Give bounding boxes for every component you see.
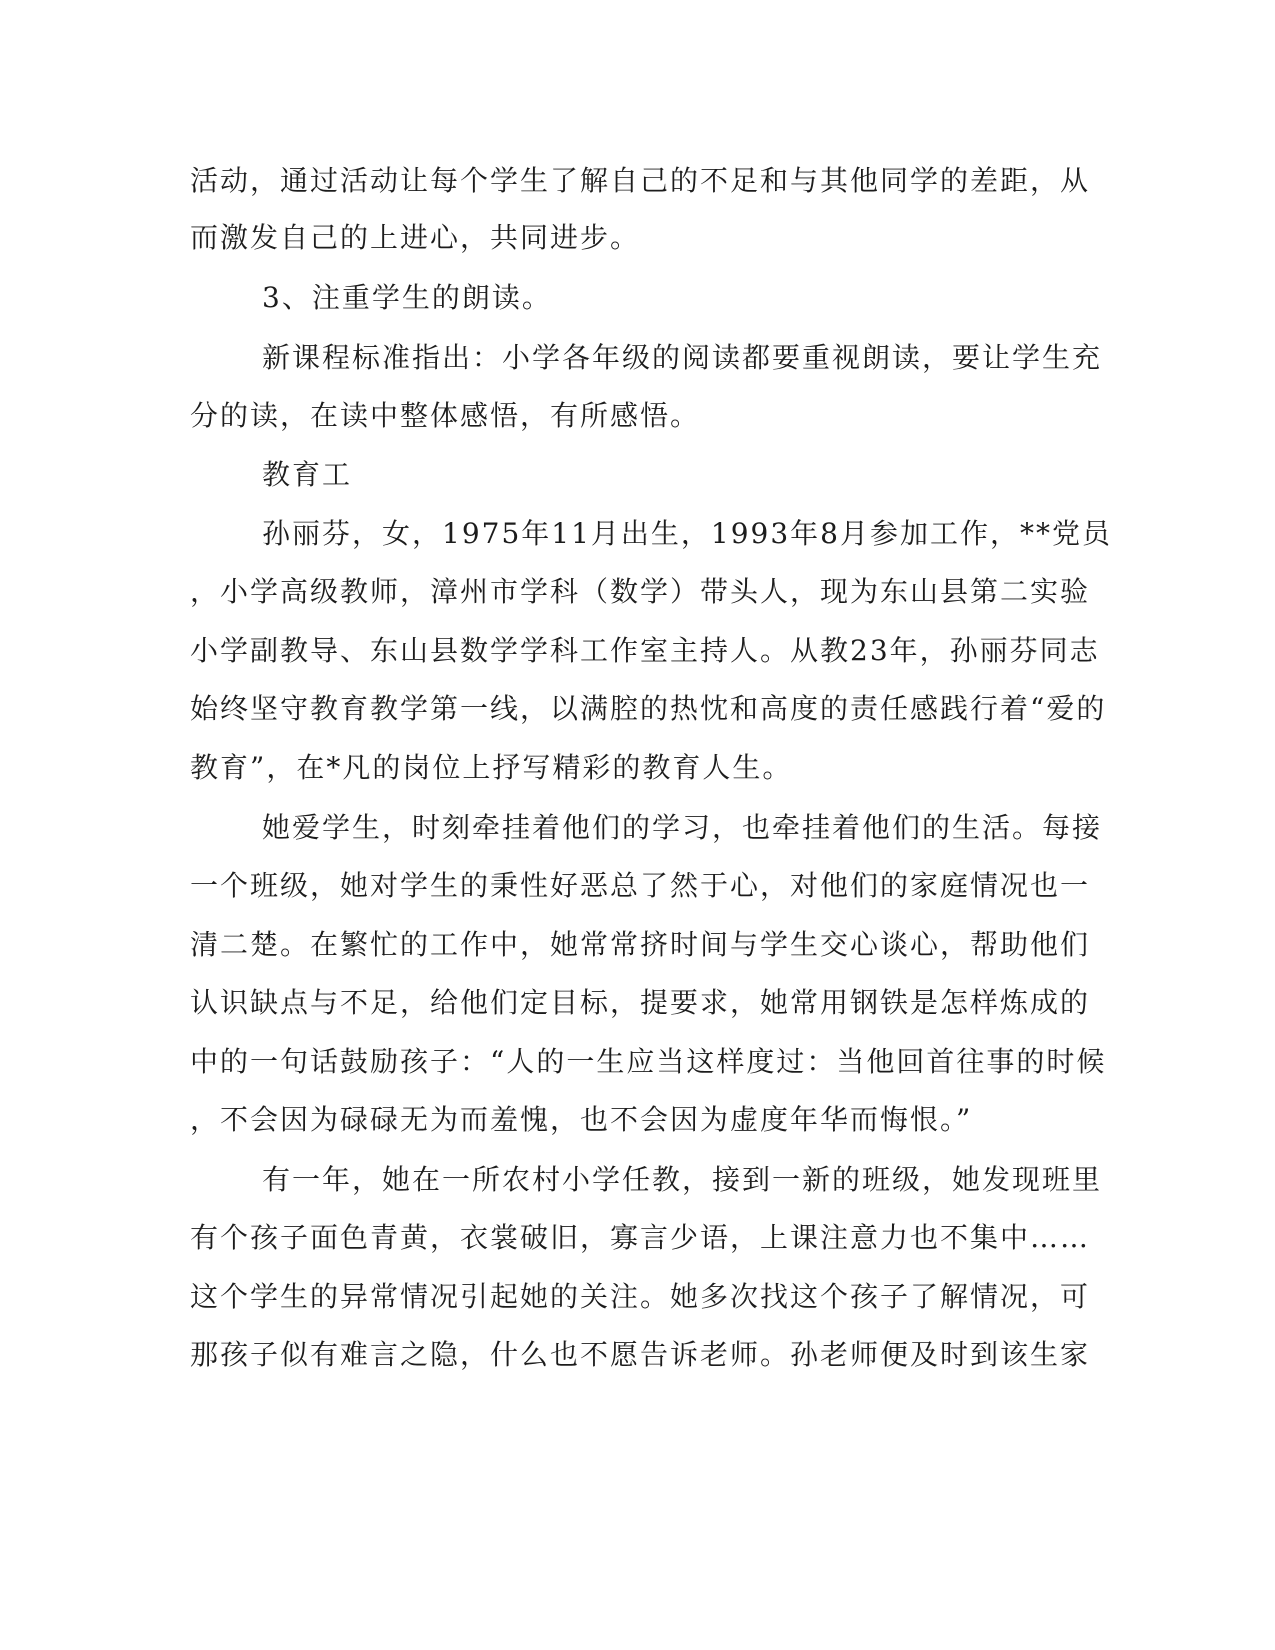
text-line: 这个学生的异常情况引起她的关注。她多次找这个孩子了解情况，可 [190,1280,1091,1313]
text-line: 清二楚。在繁忙的工作中，她常常挤时间与学生交心谈心，帮助他们 [190,928,1091,961]
text-line: 那孩子似有难言之隐，什么也不愿告诉老师。孙老师便及时到该生家 [190,1338,1091,1371]
text-line: 孙丽芬，女，1975年11月出生，1993年8月参加工作，**党员 [262,517,1112,550]
text-line: 小学副教导、东山县数学学科工作室主持人。从教23年，孙丽芬同志 [190,634,1100,667]
text-line: ，小学高级教师，漳州市学科（数学）带头人，现为东山县第二实验 [190,575,1091,608]
text-line: 认识缺点与不足，给他们定目标，提要求，她常用钢铁是怎样炼成的 [190,986,1091,1019]
text-line: 有一年，她在一所农村小学任教，接到一新的班级，她发现班里 [262,1163,1103,1196]
text-line: ，不会因为碌碌无为而羞愧，也不会因为虚度年华而悔恨。” [190,1103,973,1136]
text-line: 她爱学生，时刻牵挂着他们的学习，也牵挂着他们的生活。每接 [262,811,1103,844]
text-line: 有个孩子面色青黄，衣裳破旧，寡言少语，上课注意力也不集中…… [190,1221,1091,1254]
section-heading: 3、注重学生的朗读。 [262,281,552,314]
text-line: 而激发自己的上进心，共同进步。 [190,221,641,254]
text-line: 教育工 [262,458,353,491]
text-line: 一个班级，她对学生的秉性好恶总了然于心，对他们的家庭情况也一 [190,869,1091,902]
text-line: 中的一句话鼓励孩子：“人的一生应当这样度过：当他回首往事的时候 [190,1045,1107,1078]
text-line: 始终坚守教育教学第一线，以满腔的热忱和高度的责任感践行着“爱的 [190,692,1107,725]
text-line: 教育”，在*凡的岗位上抒写精彩的教育人生。 [190,751,793,784]
text-line: 新课程标准指出：小学各年级的阅读都要重视朗读，要让学生充 [262,341,1103,374]
text-line: 活动，通过活动让每个学生了解自己的不足和与其他同学的差距，从 [190,164,1091,197]
text-line: 分的读，在读中整体感悟，有所感悟。 [190,399,701,432]
